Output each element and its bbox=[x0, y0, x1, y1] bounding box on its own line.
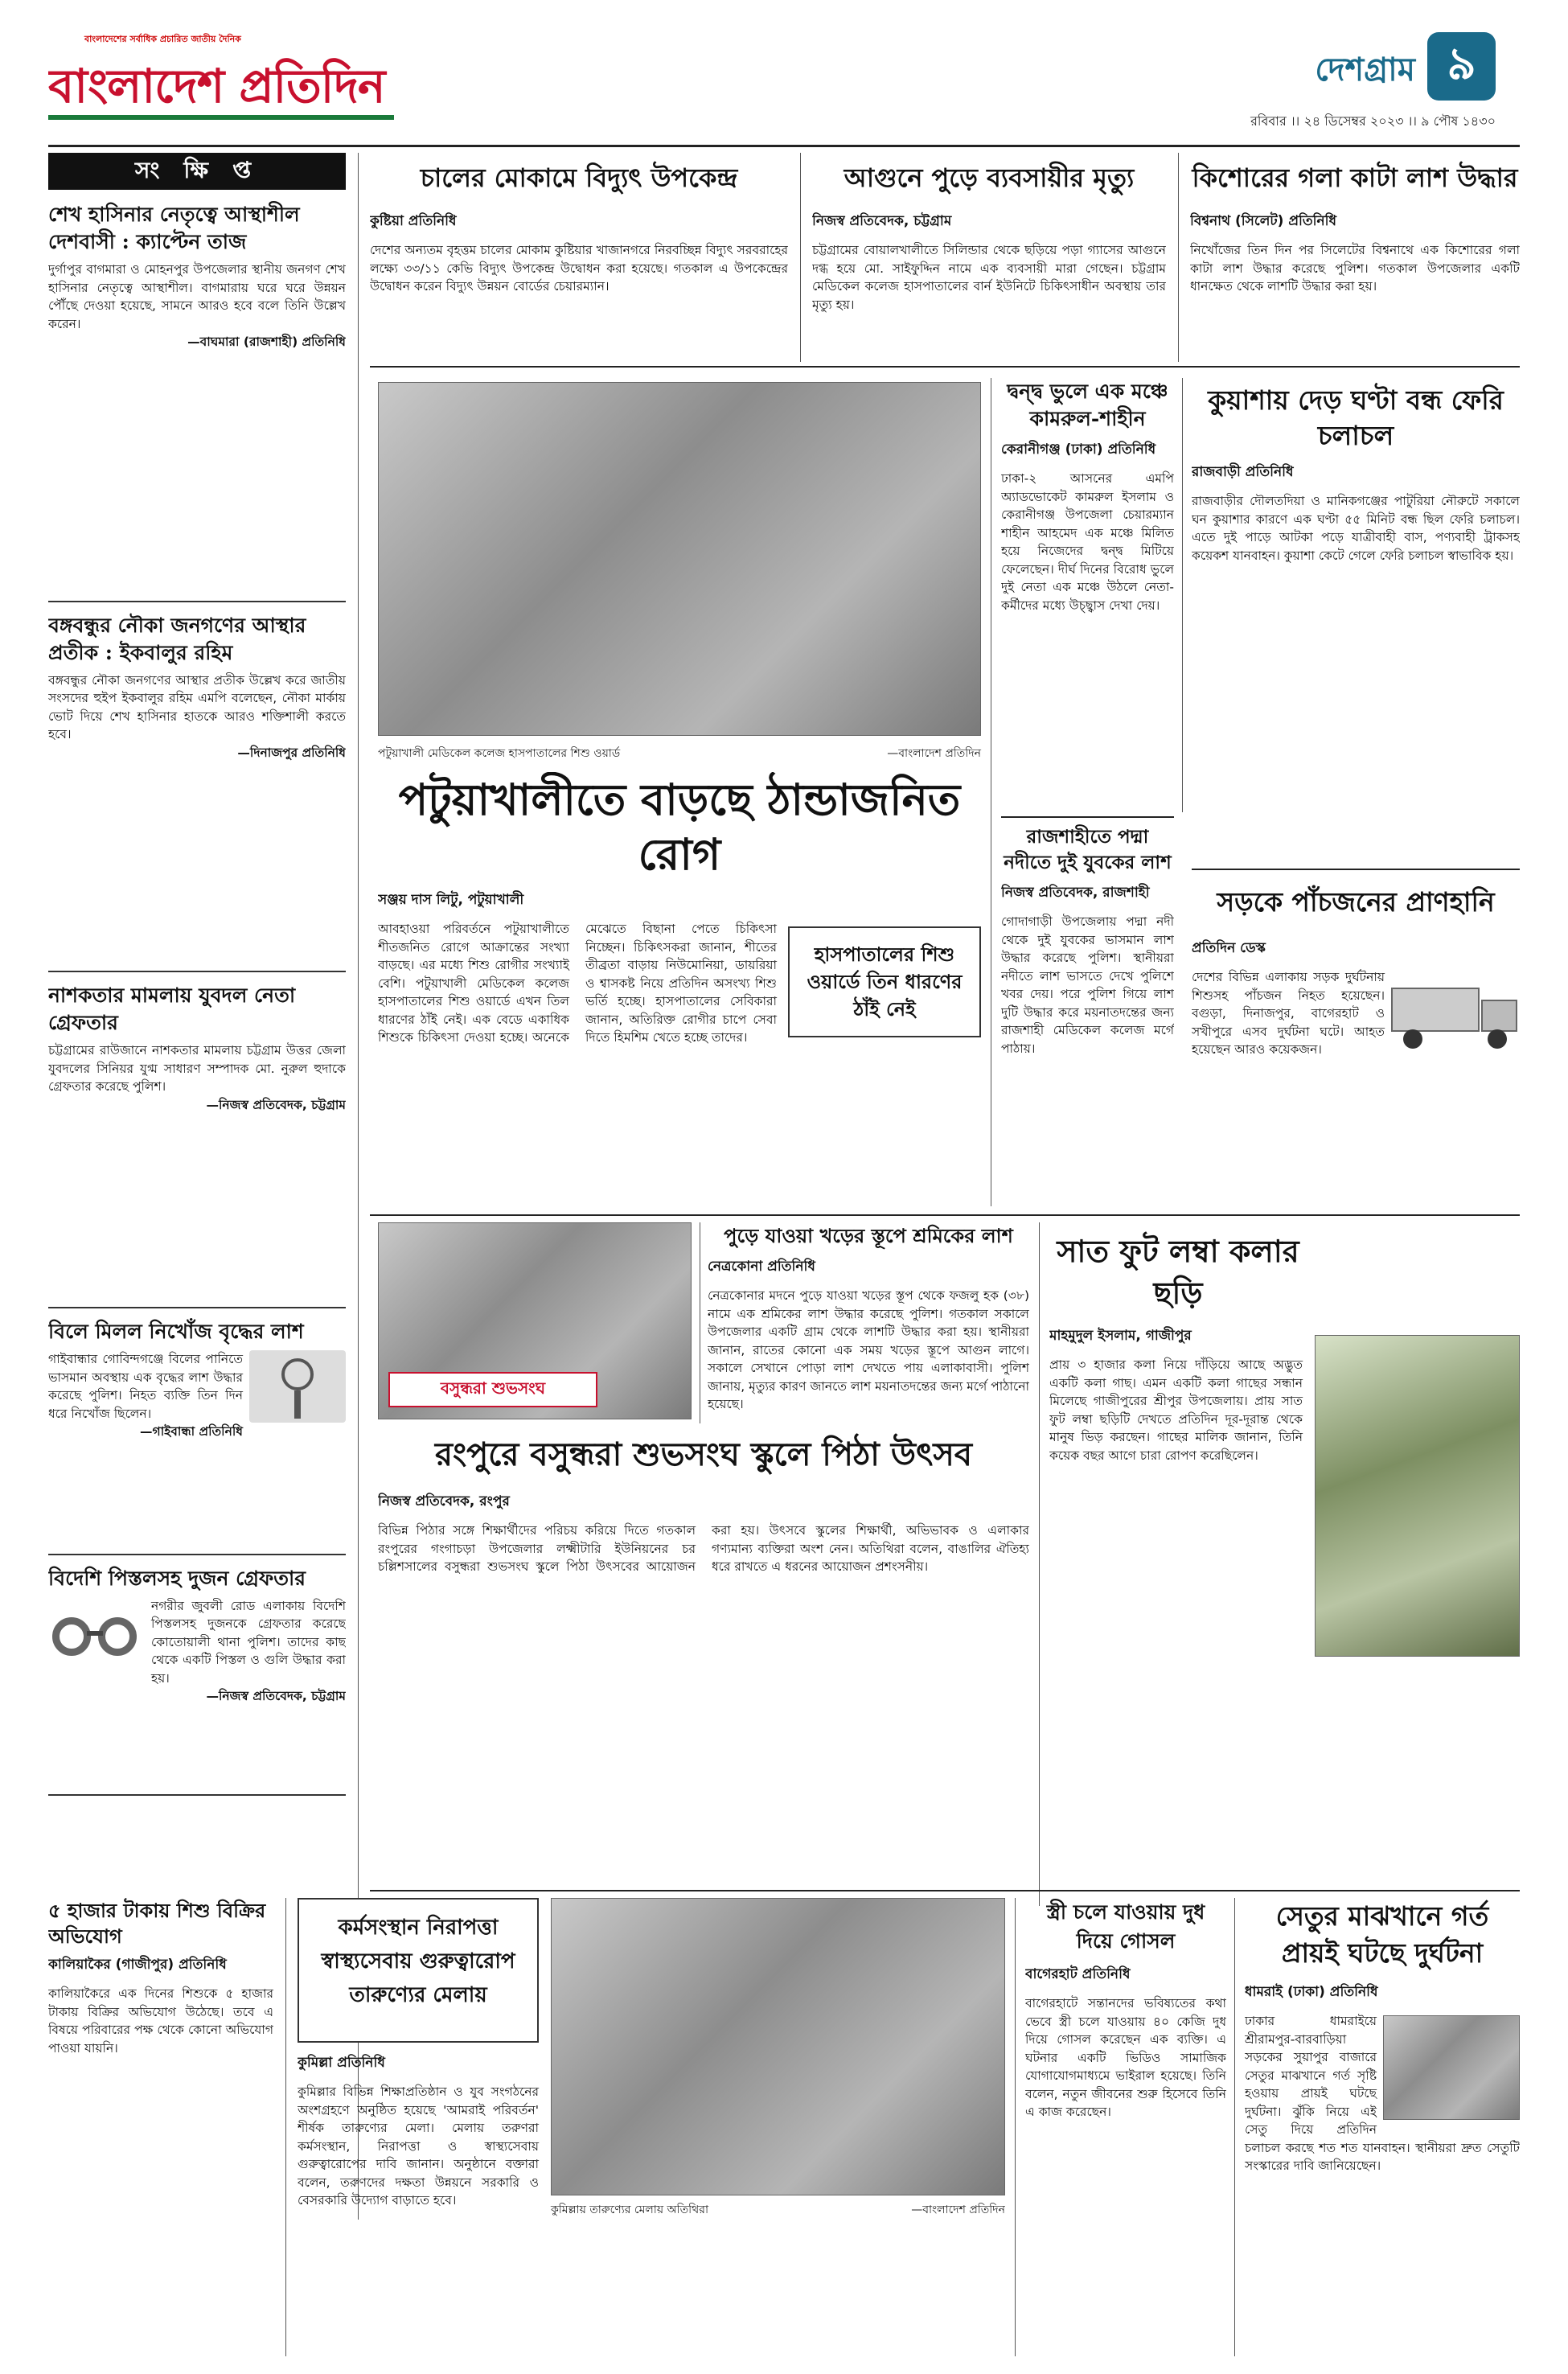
youth-fair-photo bbox=[551, 1898, 1005, 2195]
story-headline: রাজশাহীতে পদ্মা নদীতে দুই যুবকের লাশ bbox=[1004, 826, 1172, 873]
masthead-logo-rule bbox=[48, 115, 394, 120]
row-rule bbox=[370, 366, 1520, 368]
story-headline: কিশোরের গলা কাটা লাশ উদ্ধার bbox=[1192, 162, 1518, 193]
story-body: দেশের বিভিন্ন এলাকায় সড়ক দুর্ঘটনায় শিশুসহ পাঁচজন নিহত হয়েছেন। বগুড়া, দিনাজপুর, বাগেরহাট ও সখীপুরে এসব দুর্ঘটনা ঘটে। আহত হয়েছেন আরও কয়েকজন। bbox=[1192, 970, 1385, 1057]
bridge-photo bbox=[1383, 2015, 1520, 2120]
story-headline: স্ত্রী চলে যাওয়ায় দুধ দিয়ে গোসল bbox=[1046, 1900, 1205, 1953]
masthead-logo: বাংলাদেশ প্রতিদিন bbox=[48, 59, 385, 113]
banner-text: বসুন্ধরা শুভসংঘ bbox=[440, 1378, 546, 1398]
brief-headline: বিলে মিলল নিখোঁজ বৃদ্ধের লাশ bbox=[48, 1320, 304, 1343]
column-rule bbox=[1015, 1898, 1016, 2356]
story-body: কালিয়াকৈরে এক দিনের শিশুকে ৫ হাজার টাকায় বিক্রির অভিযোগ উঠেছে। তবে এ বিষয়ে পরিবারের পক্ষ থেকে কোনো অভিযোগ পাওয়া যায়নি। bbox=[48, 1986, 273, 2056]
story-headline: পটুয়াখালীতে বাড়ছে ঠান্ডাজনিত রোগ bbox=[398, 774, 961, 880]
photo-caption: পটুয়াখালী মেডিকেল কলেজ হাসপাতালের শিশু ওয়ার্ড bbox=[378, 747, 621, 760]
story-headline: সেতুর মাঝখানে গর্ত প্রায়ই ঘটছে দুর্ঘটনা bbox=[1275, 1900, 1489, 1969]
story-headline: আগুনে পুড়ে ব্যবসায়ীর মৃত্যু bbox=[844, 162, 1135, 193]
story-headline-box bbox=[298, 1898, 539, 2043]
page-number-badge bbox=[1427, 32, 1496, 101]
story-body: ঢাকা-২ আসনের এমপি অ্যাডভোকেট কামরুল ইসলাম ও কেরানীগঞ্জ উপজেলা চেয়ারম্যান শাহীন আহমেদ এক মঞ্চে মিলিত হয়ে নিজেদের দ্বন্দ্ব মিটিয়ে ফেলেছেন। দীর্ঘ দিনের বিরোধ ভুলে দুই নেতা এক মঞ্চে উঠলে নেতা-কর্মীদের মধ্যে উচ্ছ্বাস দেখা দেয়। bbox=[1001, 471, 1174, 613]
masthead bbox=[48, 20, 1520, 141]
brief-credit: —দিনাজপুর প্রতিনিধি bbox=[237, 745, 346, 760]
story-kicker: সঞ্জয় দাস লিটু, পটুয়াখালী bbox=[378, 892, 524, 908]
story-body: কুমিল্লার বিভিন্ন শিক্ষাপ্রতিষ্ঠান ও যুব সংগঠনের অংশগ্রহণে অনুষ্ঠিত হয়েছে 'আমরাই পরিবর্তন' শীর্ষক তারুণ্যের মেলা। মেলায় তরুণরা কর্মসংস্থান, নিরাপত্তা ও স্বাস্থ্যসেবায় গুরুত্বারোপের দাবি জানান। অনুষ্ঠানে বক্তারা বলেন, তরুণদের দক্ষতা উন্নয়নে সরকারি ও বেসরকারি উদ্যোগ বাড়াতে হবে। bbox=[298, 2084, 539, 2208]
story-kicker: নিজস্ব প্রতিবেদক, চট্টগ্রাম bbox=[812, 213, 952, 229]
pitha-photo bbox=[378, 1222, 692, 1419]
briefs-column bbox=[48, 153, 346, 1874]
brief-item bbox=[48, 612, 346, 973]
story-headline: সড়কে পাঁচজনের প্রাণহানি bbox=[1217, 886, 1495, 918]
story-body: প্রায় ৩ হাজার কলা নিয়ে দাঁড়িয়ে আছে অদ্ভুত একটি কলা গাছ। এমন একটি কলা গাছের সন্ধান মিলেছে গাজীপুরের শ্রীপুর উপজেলায়। প্রায় সাত ফুট লম্বা ছড়িটি দেখতে প্রতিদিন দূর-দূরান্ত থেকে মানুষ ভিড় করছেন। গাছের মালিক জানান, তিনি কয়েক বছর আগে চারা রোপণ করেছিলেন। bbox=[1049, 1357, 1303, 1463]
story-body: রাজবাড়ীর দৌলতদিয়া ও মানিকগঞ্জের পাটুরিয়া নৌরুটে সকালে ঘন কুয়াশার কারণে এক ঘণ্টা ৫৫ মিনিট বন্ধ ছিল ফেরি চলাচল। এতে দুই পাড়ে আটকা পড়ে যাত্রীবাহী বাস, পণ্যবাহী ট্রাকসহ কয়েকশ যানবাহন। কুয়াশা কেটে গেলে ফেরি চলাচল স্বাভাবিক হয়। bbox=[1192, 494, 1520, 563]
story-road-deaths bbox=[1192, 877, 1520, 1214]
hanging-icon bbox=[249, 1350, 346, 1423]
story-kicker: নিজস্ব প্রতিবেদক, রাজশাহী bbox=[1001, 885, 1150, 901]
story-kicker: নেত্রকোনা প্রতিনিধি bbox=[708, 1259, 815, 1275]
story-body: চট্টগ্রামের বোয়ালখালীতে সিলিন্ডার থেকে ছড়িয়ে পড়া গ্যাসের আগুনে দগ্ধ হয়ে মো. সাইফুদ্দিন নামে এক ব্যবসায়ী মারা গেছেন। চট্টগ্রাম মেডিকেল কলেজ হাসপাতালের বার্ন ইউনিটে চিকিৎসাধীন অবস্থায় তার মৃত্যু হয়। bbox=[812, 243, 1166, 312]
story-leaders-reconcile bbox=[1001, 378, 1174, 812]
photo-caption-row bbox=[551, 2200, 1005, 2220]
brief-body: বঙ্গবন্ধুর নৌকা জনগণের আস্থার প্রতীক উল্লেখ করে জাতীয় সংসদের হুইপ ইকবালুর রহিম এমপি বলেছেন, নৌকা মার্কায় ভোট দিয়ে শেখ হাসিনার হাতকে আরও শক্তিশালী করতে হবে। bbox=[48, 672, 346, 741]
banana-photo bbox=[1315, 1335, 1520, 1657]
column-rule bbox=[1234, 1898, 1235, 2356]
story-body: ঢাকার ধামরাইয়ে শ্রীরামপুর-বারবাড়িয়া সড়কের সুয়াপুর বাজারে সেতুর মাঝখানে গর্ত সৃষ্টি হওয়ায় প্রায়ই ঘটছে দুর্ঘটনা। ঝুঁকি নিয়ে এই সেতু দিয়ে প্রতিদিন চলাচল করছে শত শত যানবাহন। স্থানীয়রা দ্রুত সেতুটি সংস্কারের দাবি জানিয়েছেন। bbox=[1245, 2014, 1520, 2173]
row-rule bbox=[370, 1890, 1520, 1891]
story-body: গোদাগাড়ী উপজেলায় পদ্মা নদী থেকে দুই যুবকের ভাসমান লাশ উদ্ধার করেছে পুলিশ। স্থানীয়রা নদীতে লাশ ভাসতে দেখে পুলিশে খবর দেয়। পরে পুলিশ গিয়ে লাশ দুটি উদ্ধার করে ময়নাতদন্তের জন্য রাজশাহী মেডিকেল কলেজ মর্গে পাঠায়। bbox=[1001, 914, 1174, 1056]
story-headline: পুড়ে যাওয়া খড়ের স্তূপে শ্রমিকের লাশ bbox=[724, 1224, 1013, 1247]
story-body: আবহাওয়া পরিবর্তনে পটুয়াখালীতে শীতজনিত রোগে আক্রান্তের সংখ্যা বাড়ছে। এর মধ্যে শিশু রোগীর সংখ্যাই বেশি। পটুয়াখালী মেডিকেল কলেজ হাসপাতালের শিশু ওয়ার্ডে এখন তিল ধারণের ঠাঁই নেই। এক বেডে একাধিক শিশুকে চিকিৎসা দেওয়া হচ্ছে। অনেকে মেঝেতে বিছানা পেতে চিকিৎসা নিচ্ছেন। চিকিৎসকরা জানান, শীতের তীব্রতা বাড়ায় নিউমোনিয়া, ডায়রিয়া ও শ্বাসকষ্ট নিয়ে প্রতিদিন অসংখ্য শিশু ভর্তি হচ্ছে। হাসপাতালের সেবিকারা জানান, অতিরিক্ত রোগীর চাপে সেবা দিতে হিমশিম খেতে হচ্ছে তাদের। bbox=[378, 922, 777, 1045]
story-headline: রংপুরে বসুন্ধরা শুভসংঘ স্কুলে পিঠা উৎসব bbox=[434, 1435, 973, 1473]
story-body: দেশের অন্যতম বৃহত্তম চালের মোকাম কুষ্টিয়ার খাজানগরে নিরবচ্ছিন্ন বিদ্যুৎ সরবরাহের লক্ষ্যে ৩৩/১১ কেভি বিদ্যুৎ উপকেন্দ্র উদ্বোধন করা হয়েছে। গতকাল এ উপকেন্দ্রের উদ্বোধন করেন বিদ্যুৎ উন্নয়ন বোর্ডের চেয়ারম্যান। bbox=[370, 243, 788, 294]
column-rule bbox=[285, 1898, 286, 2356]
brief-headline: নাশকতার মামলায় যুবদল নেতা গ্রেফতার bbox=[48, 984, 296, 1034]
column-rule bbox=[1178, 153, 1179, 362]
photo-caption-row bbox=[378, 744, 981, 763]
story-kicker: কুমিল্লা প্রতিনিধি bbox=[298, 2055, 385, 2071]
story-body: বিভিন্ন পিঠার সঙ্গে শিক্ষার্থীদের পরিচয় করিয়ে দিতে গতকাল রংপুরের গংগাচড়া উপজেলার লক্ষ্মীটারি ইউনিয়নের চর চল্লিশসালের বসুন্ধরা শুভসংঘ স্কুলে পিঠা উৎসবের আয়োজন করা হয়। উৎসবে স্কুলের শিক্ষার্থী, অভিভাবক ও এলাকার গণ্যমান্য ব্যক্তিরা অংশ নেন। অতিথিরা বলেন, বাঙালির ঐতিহ্য ধরে রাখতে এ ধরনের আয়োজন প্রশংসনীয়। bbox=[378, 1523, 1029, 1574]
brief-credit: —নিজস্ব প্রতিবেদক, চট্টগ্রাম bbox=[206, 1689, 346, 1703]
brief-headline: বিদেশি পিস্তলসহ দুজন গ্রেফতার bbox=[48, 1566, 306, 1590]
brief-body: দুর্গাপুর বাগমারা ও মোহনপুর উপজেলার স্থানীয় জনগণ শেখ হাসিনার নেতৃত্বে আস্থাশীল। বাগমারায় ঘরে ঘরে উন্নয়ন পৌঁছে দেওয়া হয়েছে, সামনে আরও হবে বলে তিনি উল্লেখ করেন। bbox=[48, 262, 346, 331]
brief-fill bbox=[48, 762, 346, 963]
brief-item bbox=[48, 1565, 346, 1796]
story-kicker: ধামরাই (ঢাকা) প্রতিনিধি bbox=[1245, 1984, 1378, 2000]
story-headline: দ্বন্দ্ব ভুলে এক মঞ্চে কামরুল-শাহীন bbox=[1007, 380, 1168, 430]
photo-caption: কুমিল্লায় তারুণ্যের মেলায় অতিথিরা bbox=[551, 2204, 709, 2216]
story-bridge-hole bbox=[1245, 1898, 1520, 2356]
story-padma-bodies bbox=[1001, 824, 1174, 1210]
masthead-bottom-rule bbox=[48, 145, 1520, 147]
brief-item bbox=[48, 1318, 346, 1555]
story-body: নিখোঁজের তিন দিন পর সিলেটের বিশ্বনাথে এক কিশোরের গলা কাটা লাশ উদ্ধার করেছে পুলিশ। গতকাল উপজেলার একটি ধানক্ষেত থেকে লাশটি উদ্ধার করা হয়। bbox=[1190, 243, 1520, 294]
pullquote: হাসপাতালের শিশু ওয়ার্ডে তিন ধারণের ঠাঁই নেই bbox=[807, 943, 963, 1021]
photo-credit: —বাংলাদেশ প্রতিদিন bbox=[887, 747, 981, 760]
brief-item bbox=[48, 982, 346, 1308]
brief-fill bbox=[48, 1441, 346, 1546]
brief-item bbox=[48, 201, 346, 602]
story-body: নেত্রকোনার মদনে পুড়ে যাওয়া খড়ের স্তূপ থেকে ফজলু হক (৩৮) নামে এক শ্রমিকের লাশ উদ্ধার করেছে পুলিশ। গতকাল সকালে উপজেলার একটি গ্রাম থেকে লাশটি উদ্ধার করা হয়। স্থানীয়রা জানান, রাতের কোনো এক সময় খড়ের স্তূপে আগুন লাগে। সকালে সেখানে পোড়া লাশ দেখতে পায় এলাকাবাসী। পুলিশ জানায়, মৃত্যুর কারণ জানতে লাশ ময়নাতদন্তের জন্য মর্গে পাঠানো হয়েছে। bbox=[708, 1288, 1029, 1411]
briefs-title: সংক্ষিপ্ত bbox=[48, 153, 346, 190]
story-headline: চালের মোকামে বিদ্যুৎ উপকেন্দ্র bbox=[420, 162, 738, 193]
story-kicker: বাগেরহাট প্রতিনিধি bbox=[1025, 1966, 1131, 1982]
story-kicker: বিশ্বনাথ (সিলেট) প্রতিনিধি bbox=[1190, 213, 1337, 229]
story-teen-body bbox=[1190, 153, 1520, 362]
masthead-tagline: বাংলাদেশের সর্বাধিক প্রচারিত জাতীয় দৈনিক bbox=[84, 34, 241, 44]
story-cold-diseases bbox=[378, 772, 981, 1206]
story-fire-death bbox=[812, 153, 1166, 362]
story-rice-mill bbox=[370, 153, 788, 362]
brief-credit: —নিজস্ব প্রতিবেদক, চট্টগ্রাম bbox=[206, 1097, 346, 1112]
story-milk-bath bbox=[1025, 1898, 1226, 2356]
column-rule bbox=[800, 153, 801, 362]
story-text bbox=[298, 2052, 539, 2210]
column-rule bbox=[1039, 1222, 1040, 1906]
shuvosangha-banner bbox=[388, 1372, 597, 1407]
story-kicker: কেরানীগঞ্জ (ঢাকা) প্রতিনিধি bbox=[1001, 442, 1156, 458]
story-kicker: কালিয়াকৈর (গাজীপুর) প্রতিনিধি bbox=[48, 1957, 227, 1973]
handcuffs-icon bbox=[48, 1597, 145, 1674]
row-rule bbox=[1192, 869, 1520, 870]
story-ferry-fog bbox=[1192, 378, 1520, 860]
story-kicker: কুষ্টিয়া প্রতিনিধি bbox=[370, 213, 457, 229]
story-headline: কুয়াশায় দেড় ঘণ্টা বন্ধ ফেরি চলাচল bbox=[1208, 384, 1504, 451]
story-pitha-festival bbox=[378, 1431, 1029, 1882]
briefs-title-bar bbox=[48, 153, 346, 190]
story-body: বাগেরহাটে সন্তানদের ভবিষ্যতের কথা ভেবে স্ত্রী চলে যাওয়ায় ৪০ কেজি দুধ দিয়ে গোসল করেছেন এক ব্যক্তি। এ ঘটনার একটি ভিডিও সামাজিক যোগাযোগমাধ্যমে ভাইরাল হয়েছে। তিনি বলেন, নতুন জীবনের শুরু হিসেবে তিনি এ কাজ করেছেন। bbox=[1025, 1996, 1226, 2119]
story-kicker: নিজস্ব প্রতিবেদক, রংপুর bbox=[378, 1493, 510, 1509]
brief-body: গাইবান্ধার গোবিন্দগঞ্জে বিলের পানিতে ভাসমান অবস্থায় এক বৃদ্ধের লাশ উদ্ধার করেছে পুলিশ। নিহত ব্যক্তি তিন দিন ধরে নিখোঁজ ছিলেন। bbox=[48, 1352, 243, 1421]
brief-headline: বঙ্গবন্ধুর নৌকা জনগণের আস্থার প্রতীক : ইকবালুর রহিম bbox=[48, 613, 306, 664]
row-rule bbox=[370, 1214, 1520, 1216]
brief-fill bbox=[48, 1114, 346, 1299]
brief-fill bbox=[48, 1706, 346, 1786]
story-headline: ৫ হাজার টাকায় শিশু বিক্রির অভিযোগ bbox=[48, 1899, 266, 1948]
row-rule bbox=[1001, 816, 1174, 818]
photo-credit: —বাংলাদেশ প্রতিদিন bbox=[911, 2204, 1005, 2216]
brief-body: চট্টগ্রামের রাউজানে নাশকতার মামলায় চট্টগ্রাম উত্তর জেলা যুবদলের সিনিয়র যুগ্ম সাধারণ সম্পাদক মো. নুরুল হুদাকে গ্রেফতার করেছে পুলিশ। bbox=[48, 1043, 346, 1094]
brief-headline: শেখ হাসিনার নেতৃত্বে আস্থাশীল দেশবাসী : ক্যাপ্টেন তাজ bbox=[48, 203, 300, 253]
pullquote-box bbox=[788, 926, 981, 1037]
story-kicker: প্রতিদিন ডেস্ক bbox=[1192, 940, 1266, 956]
column-rule bbox=[1182, 378, 1183, 812]
page-number: ৯ bbox=[1447, 36, 1476, 90]
story-kicker: রাজবাড়ী প্রতিনিধি bbox=[1192, 464, 1294, 480]
story-headline: সাত ফুট লম্বা কলার ছড়ি bbox=[1057, 1233, 1299, 1311]
story-kicker: মাহমুদুল ইসলাম, গাজীপুর bbox=[1049, 1328, 1192, 1344]
story-youth-fair bbox=[298, 1898, 1005, 2356]
brief-credit: —গাইবান্ধা প্রতিনিধি bbox=[140, 1424, 243, 1439]
truck-icon bbox=[1391, 971, 1520, 1052]
brief-fill bbox=[48, 351, 346, 593]
brief-credit: —বাঘমারা (রাজশাহী) প্রতিনিধি bbox=[187, 335, 346, 349]
hospital-photo bbox=[378, 382, 981, 736]
issue-date: রবিবার ।। ২৪ ডিসেম্বর ২০২৩ ।। ৯ পৌষ ১৪৩০ bbox=[1250, 113, 1496, 129]
story-child-sale bbox=[48, 1898, 273, 2348]
brief-body: নগরীর জুবলী রোড এলাকায় বিদেশি পিস্তলসহ দুজনকে গ্রেফতার করেছে কোতোয়ালী থানা পুলিশ। তাদের কাছ থেকে একটি পিস্তল ও গুলি উদ্ধার করা হয়। bbox=[151, 1598, 346, 1686]
story-banana-bunch bbox=[1049, 1222, 1520, 1906]
story-headline: কর্মসংস্থান নিরাপত্তা স্বাস্থ্যসেবায় গুরুত্বারোপ তারুণ্যের মেলায় bbox=[321, 1916, 515, 2007]
section-name: দেশগ্রাম bbox=[1315, 51, 1415, 88]
